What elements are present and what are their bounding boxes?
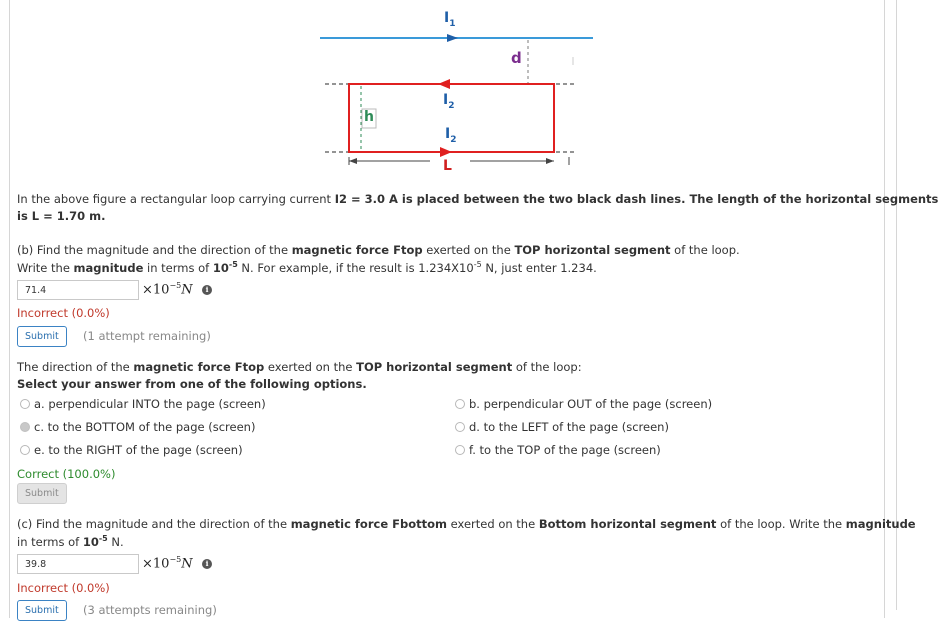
i2-bottom-label: $I_2$ <box>445 126 457 145</box>
radio-icon[interactable] <box>20 399 30 409</box>
part-b-submit-button[interactable]: Submit <box>17 326 67 347</box>
direction-submit-button[interactable]: Submit <box>17 483 67 504</box>
part-b-question: (b) Find the magnitude and the direction of the magnetic force Ftop exerted on the TOP horizontal segment of the loop. <box>17 243 740 257</box>
part-b-instruction: Write the magnitude in terms of $10^{-5}$ N. For example, if the result is $1.234X10^{-5}$ N, just enter 1.234. <box>17 260 597 275</box>
loop-figure <box>0 0 942 190</box>
part-c-answer-input[interactable]: 39.8 <box>17 554 139 574</box>
option-a[interactable]: a. perpendicular INTO the page (screen) <box>20 397 266 411</box>
intro-text-line1: In the above figure a rectangular loop carrying current I2 = 3.0 A is placed between the two black dash lines. The length of the horizontal segments <box>17 192 939 206</box>
part-b-info-icon[interactable]: i <box>202 285 212 295</box>
i1-label: $I_1$ <box>444 10 456 29</box>
option-e[interactable]: e. to the RIGHT of the page (screen) <box>20 443 243 457</box>
loop-top-arrow <box>438 79 450 89</box>
part-b-answer-input[interactable]: 71.4 <box>17 280 139 300</box>
h-label: h <box>364 109 374 125</box>
part-c-question: (c) Find the magnitude and the direction of the magnetic force Fbottom exerted on the Bottom horizontal segment of the loop. Write the magnitude <box>17 517 916 531</box>
option-d[interactable]: d. to the LEFT of the page (screen) <box>455 420 669 434</box>
part-b-status: Incorrect (0.0%) <box>17 306 110 320</box>
wire-current-arrow <box>447 34 458 42</box>
L-label: L <box>443 158 452 174</box>
direction-question: The direction of the magnetic force Ftop exerted on the TOP horizontal segment of the loop: <box>17 360 582 374</box>
radio-selected-icon[interactable] <box>20 422 30 432</box>
part-c-status: Incorrect (0.0%) <box>17 581 110 595</box>
radio-icon[interactable] <box>20 445 30 455</box>
intro-text-line2: is L = 1.70 m. <box>17 209 106 223</box>
radio-icon[interactable] <box>455 445 465 455</box>
part-b-unit: $\times 10^{-5}N$ <box>142 281 193 298</box>
loop-bottom-arrow <box>440 147 452 157</box>
d-label: d <box>511 49 522 67</box>
radio-icon[interactable] <box>455 422 465 432</box>
part-c-info-icon[interactable]: i <box>202 559 212 569</box>
part-c-attempts: (3 attempts remaining) <box>83 603 217 617</box>
option-b[interactable]: b. perpendicular OUT of the page (screen) <box>455 397 712 411</box>
L-arrow-left <box>349 158 357 164</box>
L-arrow-right <box>546 158 554 164</box>
part-c-unit: $\times 10^{-5}N$ <box>142 555 193 572</box>
option-f[interactable]: f. to the TOP of the page (screen) <box>455 443 661 457</box>
part-c-instruction: in terms of $10^{-5}$ N. <box>17 534 124 549</box>
direction-instruction: Select your answer from one of the following options. <box>17 377 367 391</box>
direction-status: Correct (100.0%) <box>17 467 116 481</box>
option-c[interactable]: c. to the BOTTOM of the page (screen) <box>20 420 255 434</box>
i2-top-label: $I_2$ <box>443 92 455 111</box>
radio-icon[interactable] <box>455 399 465 409</box>
part-c-submit-button[interactable]: Submit <box>17 600 67 621</box>
part-b-attempts: (1 attempt remaining) <box>83 329 211 343</box>
